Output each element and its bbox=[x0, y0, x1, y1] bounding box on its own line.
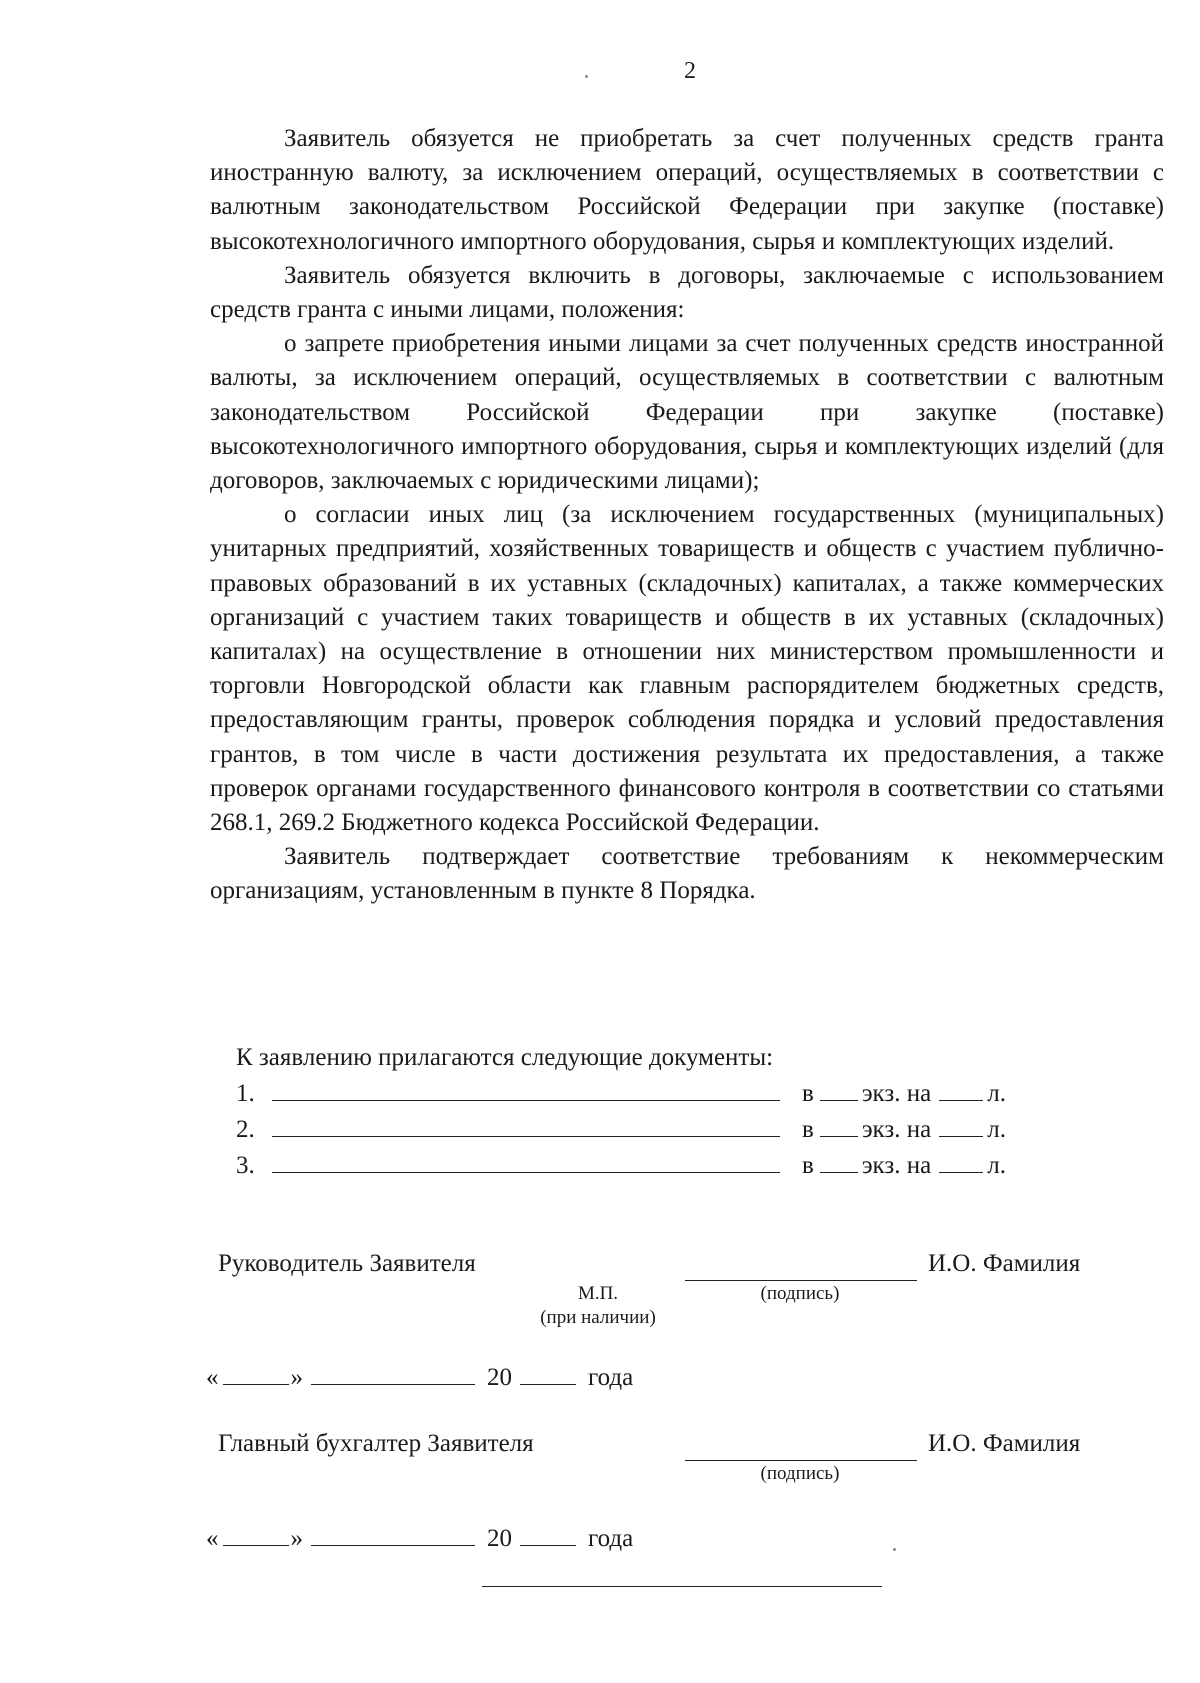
attachment-copies-field[interactable] bbox=[820, 1076, 858, 1101]
scan-speck bbox=[585, 75, 588, 78]
attachment-copies-label: экз. на bbox=[861, 1152, 932, 1179]
attachment-row bbox=[236, 1076, 1006, 1112]
attachment-pages-field[interactable] bbox=[939, 1112, 983, 1137]
attachment-copies-label: экз. на bbox=[861, 1080, 932, 1107]
head-date-line bbox=[206, 1360, 633, 1392]
head-signature-label: Руководитель Заявителя bbox=[218, 1250, 476, 1277]
date-quote-close: » bbox=[290, 1525, 303, 1552]
date-year-field[interactable] bbox=[520, 1521, 576, 1546]
attachment-row bbox=[236, 1112, 1006, 1148]
attachment-v-label: в bbox=[802, 1152, 814, 1179]
attachment-number: 2. bbox=[236, 1116, 255, 1143]
attachments-section bbox=[236, 1040, 1006, 1184]
attachment-pages-field[interactable] bbox=[939, 1076, 983, 1101]
attachment-number: 3. bbox=[236, 1152, 255, 1179]
attachment-pages-field[interactable] bbox=[939, 1148, 983, 1173]
attachment-copies-field[interactable] bbox=[820, 1148, 858, 1173]
head-stamp-label: М.П. bbox=[577, 1283, 619, 1304]
attachment-name-field[interactable] bbox=[272, 1076, 780, 1101]
accountant-name: И.О. Фамилия bbox=[928, 1430, 1081, 1457]
date-year-prefix: 20 bbox=[487, 1364, 512, 1391]
body-text bbox=[210, 122, 1164, 909]
attachment-number: 1. bbox=[236, 1080, 255, 1107]
date-month-field[interactable] bbox=[311, 1521, 475, 1546]
paragraph-audit-consent: о согласии иных лиц (за исключением государственных (муниципальных) унитарных предприятий, хозяйственных товариществ и обществ с участием публично-правовых образований в их уставных (складочных) капиталах, а также коммерческих организаций с участием таких товариществ и обществ в их уставных (складочных) капиталах) на осуществление в отношении них министерством промышленности и торговли Новгородской области как главным распорядителем бюджетных средств, предоставляющим гранты, проверок соблюдения порядка и условий предоставления грантов, в том числе в части достижения результата их предоставления, а также проверок органами государственного финансового контроля в соответствии со статьями 268.1, 269.2 Бюджетного кодекса Российской Федерации. bbox=[210, 501, 1164, 837]
attachment-pages-label: л. bbox=[987, 1152, 1006, 1179]
head-name: И.О. Фамилия bbox=[928, 1250, 1081, 1277]
attachment-name-field[interactable] bbox=[272, 1148, 780, 1173]
page-number: 2 bbox=[684, 58, 696, 84]
date-quote-close: » bbox=[290, 1364, 303, 1391]
date-day-field[interactable] bbox=[223, 1521, 289, 1546]
scan-speck bbox=[893, 1548, 896, 1551]
attachments-heading: К заявлению прилагаются следующие документы: bbox=[236, 1044, 774, 1071]
date-year-field[interactable] bbox=[520, 1360, 576, 1385]
document-end-line bbox=[482, 1586, 882, 1587]
date-year-word: года bbox=[588, 1525, 634, 1552]
paragraph-currency-obligation: Заявитель обязуется не приобретать за счет полученных средств гранта иностранную валюту, за исключением операций, осуществляемых в соответствии с валютным законодательством Российской Федерации при закупке (поставке) высокотехнологичного импортного оборудования, сырья и комплектующих изделий. bbox=[210, 125, 1164, 255]
paragraph-compliance: Заявитель подтверждает соответствие требованиям к некоммерческим организациям, установленным в пункте 8 Порядка. bbox=[210, 843, 1164, 905]
date-year-word: года bbox=[588, 1364, 634, 1391]
accountant-date-line bbox=[206, 1521, 633, 1553]
attachment-name-field[interactable] bbox=[272, 1112, 780, 1137]
attachment-copies-field[interactable] bbox=[820, 1112, 858, 1137]
accountant-signature-hint: (подпись) bbox=[760, 1463, 840, 1484]
head-stamp-hint: (при наличии) bbox=[540, 1307, 656, 1328]
date-month-field[interactable] bbox=[311, 1360, 475, 1385]
attachment-pages-label: л. bbox=[987, 1080, 1006, 1107]
attachment-v-label: в bbox=[802, 1080, 814, 1107]
date-year-prefix: 20 bbox=[487, 1525, 512, 1552]
attachment-v-label: в bbox=[802, 1116, 814, 1143]
accountant-signature-field[interactable] bbox=[685, 1460, 917, 1461]
date-quote-open: « bbox=[206, 1364, 219, 1391]
paragraph-currency-ban: о запрете приобретения иными лицами за счет полученных средств иностранной валюты, за исключением операций, осуществляемых в соответствии с валютным законодательством Российской Федерации при закупке (поставке) высокотехнологичного импортного оборудования, сырья и комплектующих изделий (для договоров, заключаемых с юридическими лицами); bbox=[210, 330, 1164, 495]
head-signature-field[interactable] bbox=[685, 1280, 917, 1281]
head-signature-hint: (подпись) bbox=[760, 1283, 840, 1304]
date-quote-open: « bbox=[206, 1525, 219, 1552]
accountant-signature-label: Главный бухгалтер Заявителя bbox=[218, 1430, 534, 1457]
paragraph-contract-obligation: Заявитель обязуется включить в договоры, заключаемые с использованием средств гранта с иными лицами, положения: bbox=[210, 261, 1164, 324]
attachment-pages-label: л. bbox=[987, 1116, 1006, 1143]
attachment-row bbox=[236, 1148, 1006, 1184]
attachment-copies-label: экз. на bbox=[861, 1116, 932, 1143]
date-day-field[interactable] bbox=[223, 1360, 289, 1385]
